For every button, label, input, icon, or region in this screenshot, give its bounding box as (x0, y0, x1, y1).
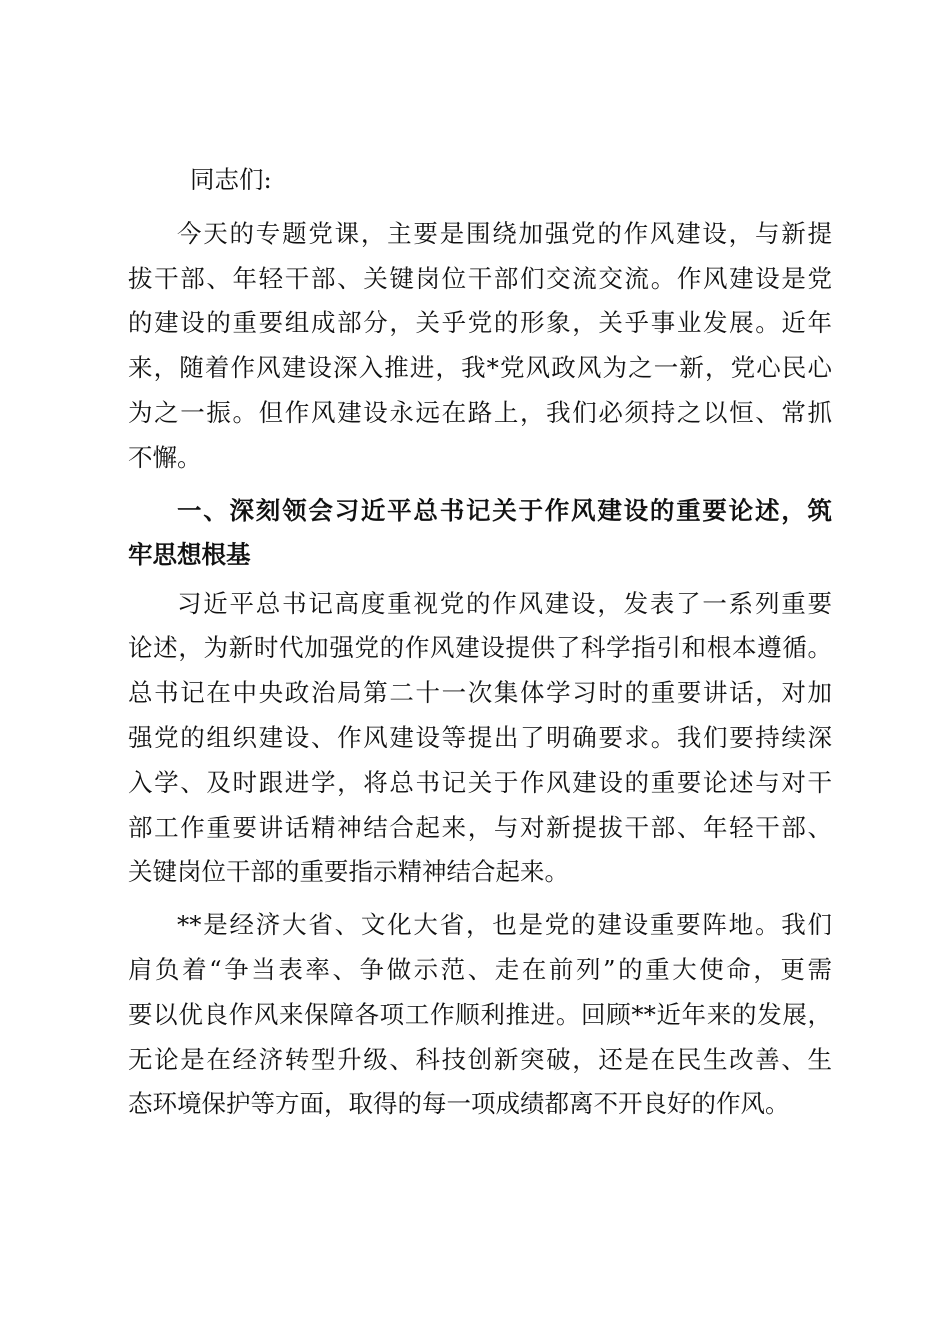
paragraph-line: 为之一振。但作风建设永远在路上，我们必须持之以恒、常抓 (128, 397, 832, 427)
paragraph-line: 拔干部、年轻干部、关键岗位干部们交流交流。作风建设是党 (128, 263, 832, 293)
paragraph-line: 关键岗位干部的重要指示精神结合起来。 (128, 857, 569, 887)
paragraph-line: 态环境保护等方面，取得的每一项成绩都离不开良好的作风。 (128, 1089, 790, 1119)
paragraph-line: 习近平总书记高度重视党的作风建设，发表了一系列重要 (177, 588, 832, 618)
paragraph-line: 入学、及时跟进学，将总书记关于作风建设的重要论述与对干 (128, 767, 832, 797)
paragraph-line: 今天的专题党课，主要是围绕加强党的作风建设，与新提 (177, 218, 832, 248)
paragraph-line: 要以优良作风来保障各项工作顺利推进。回顾**近年来的发展， (128, 999, 832, 1029)
section-heading (128, 489, 832, 577)
paragraph-province (128, 903, 832, 1127)
paragraph-intro (128, 212, 832, 481)
paragraph-line: 部工作重要讲话精神结合起来，与对新提拔干部、年轻干部、 (128, 812, 832, 842)
paragraph-line: 不懈。 (128, 442, 202, 472)
paragraph-line: 肩负着“争当表率、争做示范、走在前列”的重大使命，更需 (128, 954, 832, 984)
paragraph-line: **是经济大省、文化大省，也是党的建设重要阵地。我们 (177, 910, 832, 940)
paragraph-line: 强党的组织建设、作风建设等提出了明确要求。我们要持续深 (128, 722, 832, 752)
heading-line: 一、深刻领会习近平总书记关于作风建设的重要论述，筑 (177, 495, 832, 525)
paragraph-line: 的建设的重要组成部分，关乎党的形象，关乎事业发展。近年 (128, 308, 832, 338)
paragraph-line: 无论是在经济转型升级、科技创新突破，还是在民生改善、生 (128, 1044, 832, 1074)
salutation: 同志们: (190, 165, 272, 194)
document-page (128, 158, 832, 1135)
paragraph-line: 论述，为新时代加强党的作风建设提供了科学指引和根本遵循。 (128, 633, 832, 663)
paragraph-line: 来，随着作风建设深入推进，我*党风政风为之一新，党心民心 (128, 353, 832, 383)
paragraph-study (128, 582, 832, 896)
heading-line: 牢思想根基 (128, 539, 251, 569)
paragraph-line: 总书记在中央政治局第二十一次集体学习时的重要讲话，对加 (128, 678, 832, 708)
